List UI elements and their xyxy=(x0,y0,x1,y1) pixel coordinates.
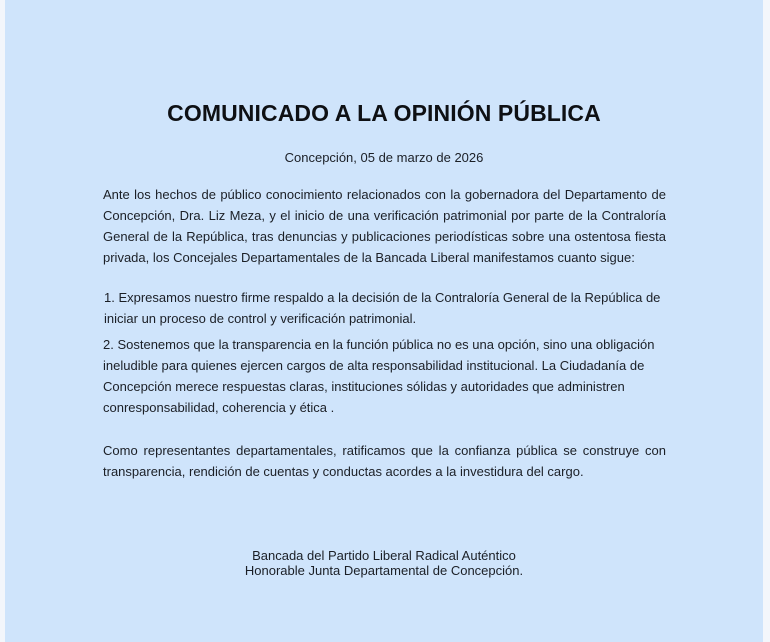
place-date: Concepción, 05 de marzo de 2026 xyxy=(284,150,484,165)
list-item-1: 1. Expresamos nuestro firme respaldo a la decisión de la Contraloría General de la República de iniciar un proceso de control y verificación patrimonial. xyxy=(104,290,661,326)
intro-paragraph: Ante los hechos de público conocimiento relacionados con la gobernadora del Departamento de Concepción, Dra. Liz Meza, y el inicio de una verificación patrimonial por parte de la Contraloría General de la República, tras denuncias y publicaciones periodísticas sobre una ostentosa fiesta privada, los Concejales Departamentales de la Bancada Liberal manifestamos cuanto sigue: xyxy=(103,187,666,265)
signature-block xyxy=(5,548,763,578)
signature-line-2: Honorable Junta Departamental de Concepción. xyxy=(244,563,524,578)
communique-page xyxy=(5,0,763,642)
signature-line-1: Bancada del Partido Liberal Radical Auténtico xyxy=(252,548,516,563)
document-title: COMUNICADO A LA OPINIÓN PÚBLICA xyxy=(167,100,601,126)
closing-paragraph: Como representantes departamentales, ratificamos que la confianza pública se construye con transparencia, rendición de cuentas y conductas acordes a la investidura del cargo. xyxy=(103,443,666,479)
list-item-2: 2. Sostenemos que la transparencia en la función pública no es una opción, sino una obligación ineludible para quienes ejercen cargos de alta responsabilidad institucional. La Ciudadanía de Concepción merece respuestas claras, instituciones sólidas y autoridades que administren conresponsabilidad, coherencia y ética . xyxy=(103,337,655,415)
